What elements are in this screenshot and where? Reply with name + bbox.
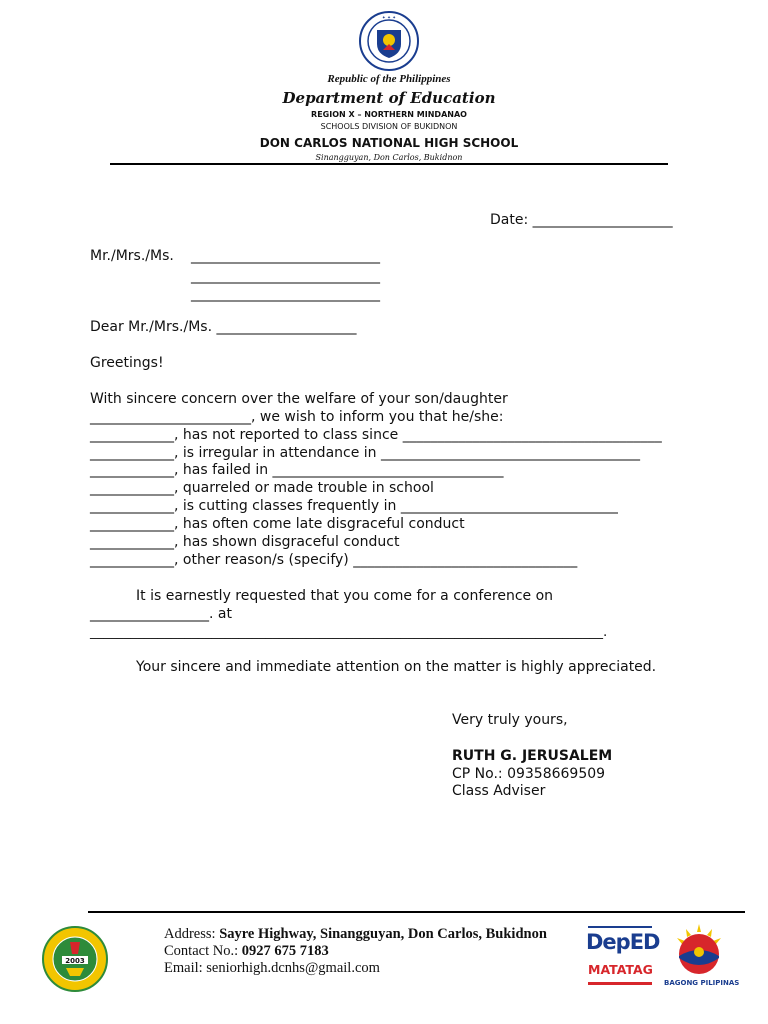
contact-label: Contact No.: bbox=[164, 943, 242, 959]
closing: Very truly yours, bbox=[452, 712, 568, 728]
recipient-line: ___________________________ bbox=[191, 286, 380, 302]
contact-value: 0927 675 7183 bbox=[241, 943, 329, 959]
reason-item: ____________, has not reported to class since _____________________________________ bbox=[90, 427, 662, 443]
reason-item: ____________, is cutting classes frequently in _______________________________ bbox=[90, 498, 618, 514]
greeting: Greetings! bbox=[90, 355, 164, 371]
reason-item: ____________, is irregular in attendance in _____________________________________ bbox=[90, 445, 640, 461]
closing-paragraph: Your sincere and immediate attention on the matter is highly appreciated. bbox=[136, 659, 657, 675]
recipient-line: ___________________________ bbox=[191, 248, 380, 264]
reason-item: ____________, has often come late disgraceful conduct bbox=[90, 516, 465, 532]
bagong-pilipinas-label: BAGONG PILIPINAS bbox=[664, 979, 740, 987]
footer-contact bbox=[164, 943, 329, 960]
deped-seal-icon bbox=[358, 10, 420, 72]
reason-item: ____________, other reason/s (specify) ________________________________ bbox=[90, 552, 578, 568]
signatory-phone: CP No.: 09358669509 bbox=[452, 766, 606, 782]
footer-divider bbox=[88, 911, 745, 913]
republic-heading: Republic of the Philippines bbox=[327, 73, 451, 85]
signatory-title: Class Adviser bbox=[452, 783, 546, 799]
request-line: _________________. at bbox=[90, 606, 232, 622]
salutation: Dear Mr./Mrs./Ms. ____________________ bbox=[90, 319, 357, 335]
header-divider bbox=[110, 163, 668, 165]
intro-line: _______________________, we wish to inform you that he/she: bbox=[90, 409, 504, 425]
request-line: It is earnestly requested that you come for a conference on bbox=[136, 588, 554, 604]
matatag-logo-text: MATATAG bbox=[588, 962, 653, 977]
signatory-name: RUTH G. JERUSALEM bbox=[452, 748, 613, 764]
intro-line: With sincere concern over the welfare of your son/daughter bbox=[90, 391, 508, 407]
deped-logo-text: DepED bbox=[586, 930, 660, 954]
recipient-label: Mr./Mrs./Ms. bbox=[90, 248, 174, 264]
matatag-underline bbox=[588, 982, 652, 985]
division-label: SCHOOLS DIVISION OF BUKIDNON bbox=[320, 122, 458, 131]
address-value: Sayre Highway, Sinangguyan, Don Carlos, Bukidnon bbox=[219, 926, 547, 942]
deped-logo-bar bbox=[588, 926, 652, 928]
school-seal-year: 2003 bbox=[65, 957, 85, 965]
request-line: ____________________________________________________________________________. bbox=[90, 624, 608, 640]
footer-email: Email: seniorhigh.dcnhs@gmail.com bbox=[164, 960, 380, 976]
svg-text:✦ ✦ ✦: ✦ ✦ ✦ bbox=[381, 16, 397, 21]
school-seal-icon bbox=[42, 926, 108, 992]
reason-item: ____________, has shown disgraceful conduct bbox=[90, 534, 400, 550]
department-heading: Department of Education bbox=[282, 89, 496, 107]
recipient-line: ___________________________ bbox=[191, 268, 380, 284]
reason-item: ____________, quarreled or made trouble in school bbox=[90, 480, 434, 496]
address-label: Address: bbox=[164, 926, 220, 942]
bagong-pilipinas-logo-icon bbox=[668, 922, 730, 976]
date-field: Date: ____________________ bbox=[490, 212, 673, 228]
footer-address bbox=[164, 926, 547, 943]
reason-item: ____________, has failed in _________________________________ bbox=[90, 462, 504, 478]
school-address: Sinangguyan, Don Carlos, Bukidnon bbox=[315, 153, 463, 162]
deped-matatag-logo bbox=[586, 926, 660, 990]
region-label: REGION X – NORTHERN MINDANAO bbox=[311, 110, 467, 119]
school-name: DON CARLOS NATIONAL HIGH SCHOOL bbox=[259, 136, 519, 150]
